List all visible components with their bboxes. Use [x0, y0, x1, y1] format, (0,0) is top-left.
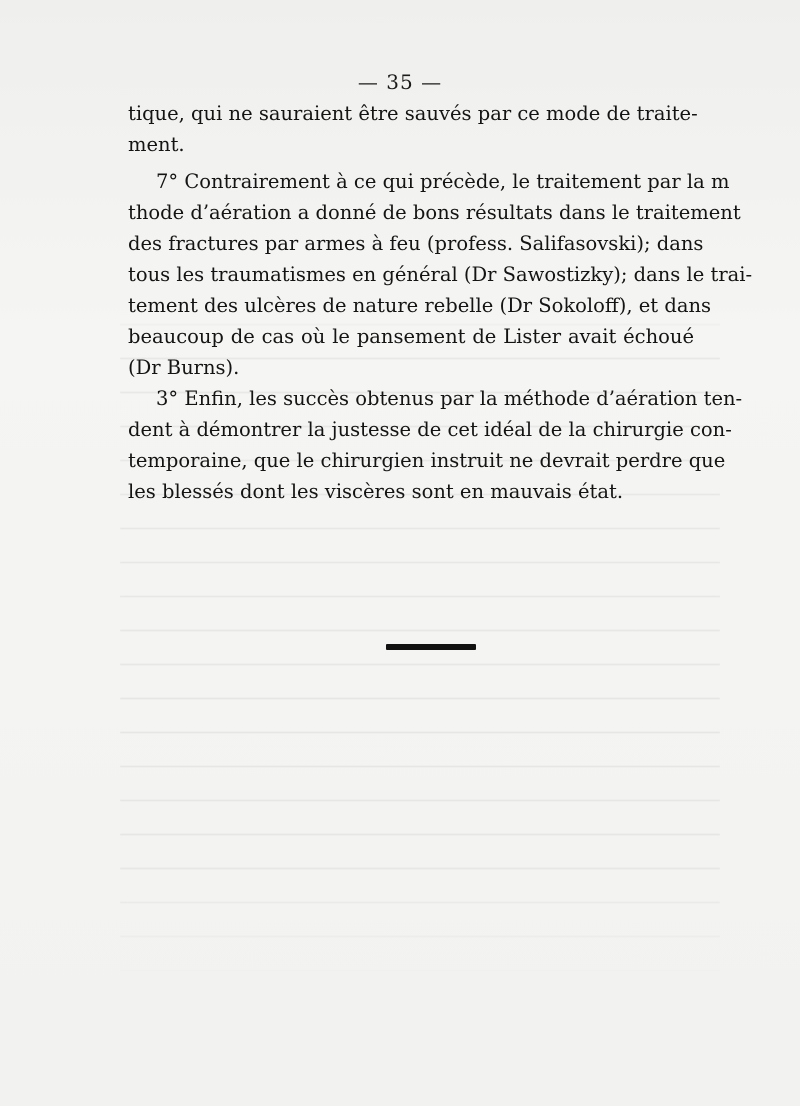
page-number: — 35 —: [357, 70, 443, 94]
text-line: beaucoup de cas où le pansement de Lister avait échoué: [128, 325, 694, 348]
body-text: [128, 98, 753, 507]
text-line: tous les traumatismes en général (Dr Sawostizky); dans le trai-: [128, 263, 753, 286]
section-end-rule: [386, 644, 476, 650]
text-line: des fractures par armes à feu (profess. Salifasovski); dans: [128, 232, 704, 255]
text-line: les blessés dont les viscères sont en mauvais état.: [128, 480, 624, 503]
text-line: dent à démontrer la justesse de cet idéal de la chirurgie con-: [128, 418, 732, 441]
text-line: thode d’aération a donné de bons résultats dans le traitement: [128, 201, 741, 224]
text-line: 3° Enfin, les succès obtenus par la méthode d’aération ten-: [156, 387, 743, 410]
text-line: tique, qui ne sauraient être sauvés par ce mode de traite-: [128, 102, 698, 125]
text-line: temporaine, que le chirurgien instruit ne devrait perdre que: [128, 449, 726, 472]
text-line: ment.: [128, 133, 185, 156]
text-line: (Dr Burns).: [128, 356, 240, 379]
text-line: tement des ulcères de nature rebelle (Dr Sokoloff), et dans: [128, 294, 712, 317]
text-line: 7° Contrairement à ce qui précède, le traitement par la m: [156, 170, 730, 193]
